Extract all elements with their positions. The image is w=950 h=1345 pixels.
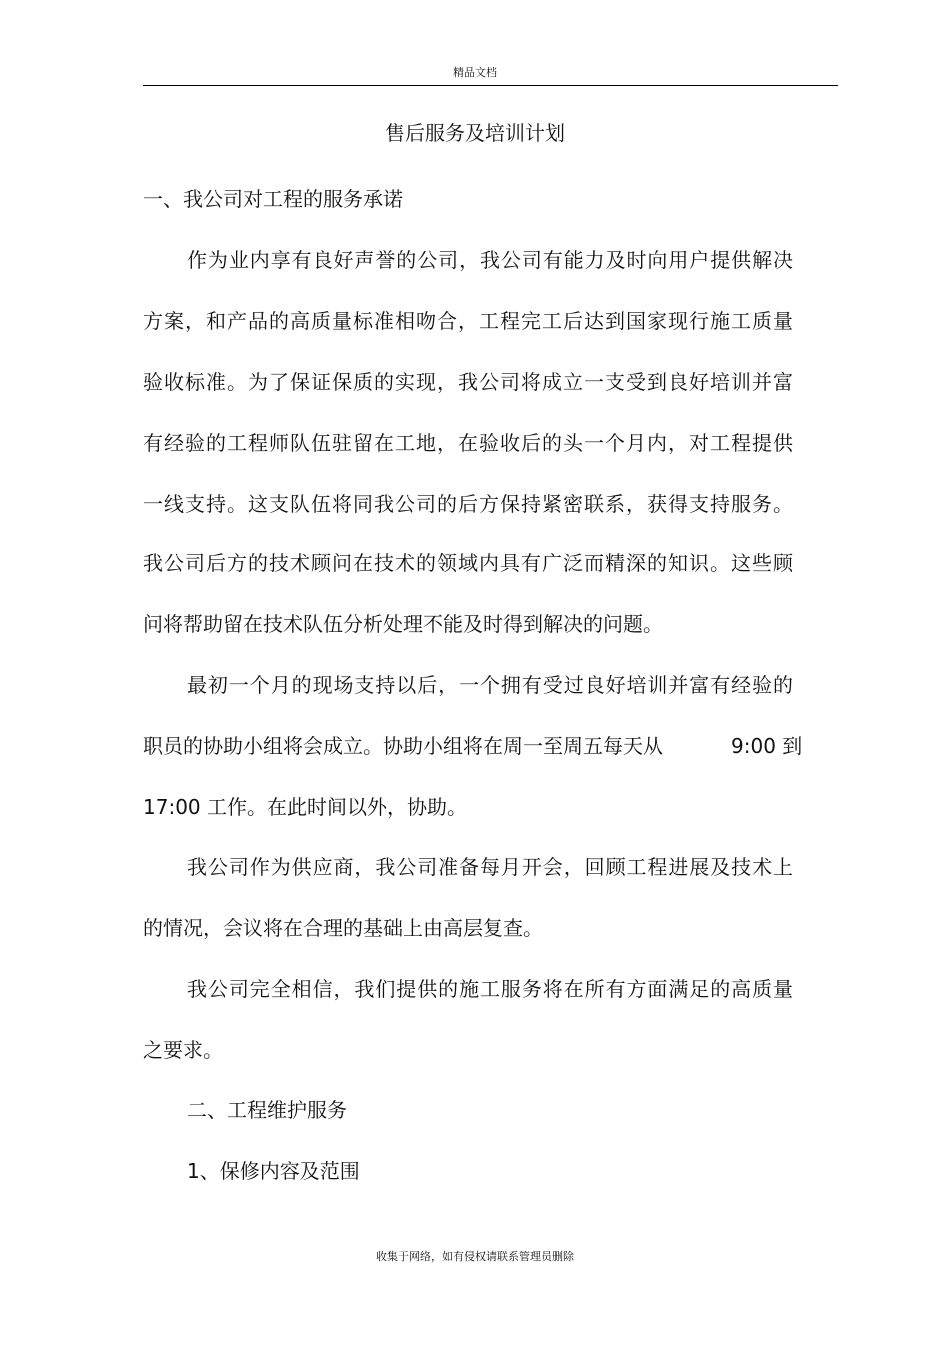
document-title: 售后服务及培训计划 [385,121,565,145]
paragraph-line-time: 9:00 到 [731,734,803,758]
paragraph-line: 17:00 工作。在此时间以外，协助。 [143,795,467,819]
paragraph-line: 我公司完全相信，我们提供的施工服务将在所有方面满足的高质量 [187,977,793,1001]
page-footer: 收集于网络，如有侵权请联系管理员删除 [376,1250,574,1263]
page-header: 精品文档 [453,66,497,79]
paragraph-line: 方案，和产品的高质量标准相吻合，工程完工后达到国家现行施工质量 [143,309,793,333]
section2-heading: 二、工程维护服务 [187,1098,347,1122]
paragraph-line: 一线支持。这支队伍将同我公司的后方保持紧密联系，获得支持服务。 [143,492,793,516]
paragraph-line: 我公司后方的技术顾问在技术的领域内具有广泛而精深的知识。这些顾 [143,551,793,575]
paragraph-line: 最初一个月的现场支持以后，一个拥有受过良好培训并富有经验的 [187,673,793,697]
paragraph-line: 我公司作为供应商，我公司准备每月开会，回顾工程进展及技术上 [187,855,793,879]
header-rule [143,85,838,86]
paragraph-line: 问将帮助留在技术队伍分析处理不能及时得到解决的问题。 [143,612,663,636]
subsection-heading: 1、保修内容及范围 [187,1159,360,1183]
paragraph-line: 作为业内享有良好声誉的公司，我公司有能力及时向用户提供解决 [187,248,793,272]
paragraph-line: 有经验的工程师队伍驻留在工地，在验收后的头一个月内，对工程提供 [143,431,793,455]
paragraph-line: 职员的协助小组将会成立。协助小组将在周一至周五每天从 [143,734,663,758]
paragraph-line: 之要求。 [143,1038,223,1062]
section1-heading: 一、我公司对工程的服务承诺 [143,187,403,211]
paragraph-line: 的情况，会议将在合理的基础上由高层复查。 [143,916,543,940]
paragraph-line: 验收标准。为了保证保质的实现，我公司将成立一支受到良好培训并富 [143,370,793,394]
